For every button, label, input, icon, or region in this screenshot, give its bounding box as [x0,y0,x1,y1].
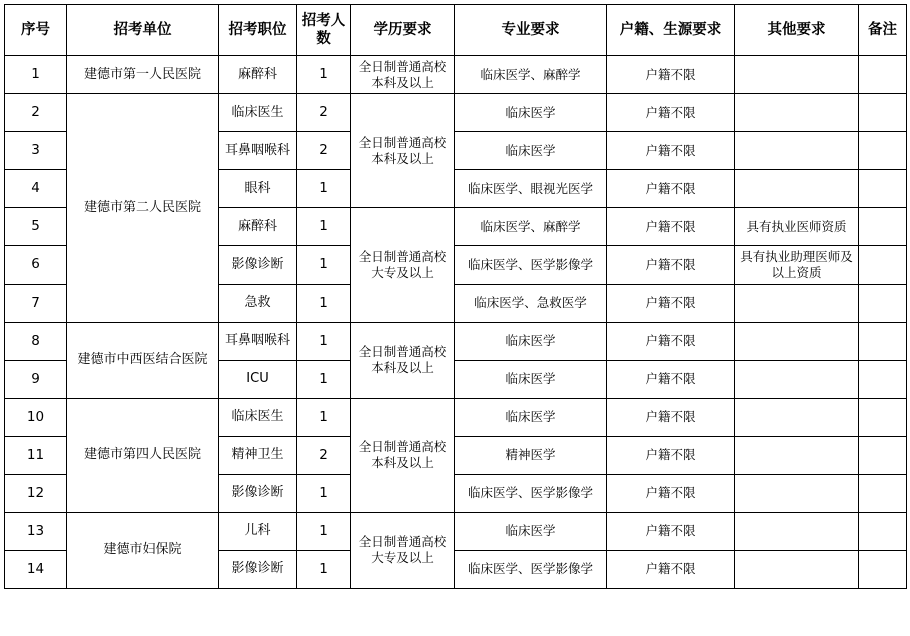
cell-num: 1 [297,208,351,246]
cell-other [735,550,859,588]
cell-note [859,436,907,474]
cell-post: 耳鼻咽喉科 [219,322,297,360]
table-row [5,512,907,550]
cell-num: 1 [297,398,351,436]
cell-major: 临床医学 [455,132,607,170]
cell-unit: 建德市妇保院 [67,512,219,588]
cell-household: 户籍不限 [607,132,735,170]
cell-index: 5 [5,208,67,246]
cell-note [859,132,907,170]
cell-education: 全日制普通高校大专及以上 [351,512,455,588]
cell-other [735,512,859,550]
cell-unit: 建德市中西医结合医院 [67,322,219,398]
cell-household: 户籍不限 [607,398,735,436]
table-body [5,56,907,589]
cell-household: 户籍不限 [607,322,735,360]
cell-num: 1 [297,284,351,322]
cell-index: 7 [5,284,67,322]
column-header-index: 序号 [5,5,67,56]
column-header-post: 招考职位 [219,5,297,56]
cell-index: 11 [5,436,67,474]
cell-num: 1 [297,246,351,284]
cell-note [859,208,907,246]
cell-post: 影像诊断 [219,474,297,512]
cell-other [735,170,859,208]
cell-household: 户籍不限 [607,284,735,322]
cell-major: 临床医学、医学影像学 [455,246,607,284]
cell-note [859,512,907,550]
cell-major: 临床医学 [455,322,607,360]
cell-index: 6 [5,246,67,284]
cell-num: 2 [297,436,351,474]
cell-household: 户籍不限 [607,474,735,512]
cell-major: 临床医学、麻醉学 [455,208,607,246]
cell-num: 1 [297,360,351,398]
cell-num: 2 [297,94,351,132]
cell-other [735,132,859,170]
cell-note [859,322,907,360]
cell-note [859,170,907,208]
cell-post: ICU [219,360,297,398]
cell-index: 12 [5,474,67,512]
cell-household: 户籍不限 [607,436,735,474]
column-header-unit: 招考单位 [67,5,219,56]
cell-household: 户籍不限 [607,170,735,208]
cell-num: 1 [297,474,351,512]
cell-education: 全日制普通高校本科及以上 [351,398,455,512]
cell-education: 全日制普通高校本科及以上 [351,322,455,398]
cell-note [859,550,907,588]
cell-household: 户籍不限 [607,56,735,94]
cell-index: 4 [5,170,67,208]
cell-index: 9 [5,360,67,398]
cell-post: 眼科 [219,170,297,208]
cell-note [859,360,907,398]
cell-index: 1 [5,56,67,94]
cell-post: 急救 [219,284,297,322]
cell-num: 1 [297,512,351,550]
cell-other [735,436,859,474]
cell-household: 户籍不限 [607,94,735,132]
cell-major: 临床医学、急救医学 [455,284,607,322]
cell-unit: 建德市第四人民医院 [67,398,219,512]
cell-major: 临床医学、医学影像学 [455,474,607,512]
cell-household: 户籍不限 [607,550,735,588]
cell-other [735,360,859,398]
column-header-household: 户籍、生源要求 [607,5,735,56]
cell-index: 3 [5,132,67,170]
cell-education: 全日制普通高校本科及以上 [351,94,455,208]
cell-unit: 建德市第二人民医院 [67,94,219,322]
cell-index: 13 [5,512,67,550]
cell-note [859,246,907,284]
cell-post: 耳鼻咽喉科 [219,132,297,170]
cell-post: 临床医生 [219,94,297,132]
column-header-other: 其他要求 [735,5,859,56]
table-row [5,94,907,132]
cell-major: 临床医学、医学影像学 [455,550,607,588]
column-header-note: 备注 [859,5,907,56]
cell-other [735,94,859,132]
cell-num: 1 [297,550,351,588]
cell-num: 2 [297,132,351,170]
cell-index: 14 [5,550,67,588]
cell-education: 全日制普通高校本科及以上 [351,56,455,94]
cell-post: 麻醉科 [219,56,297,94]
cell-major: 精神医学 [455,436,607,474]
cell-num: 1 [297,56,351,94]
column-header-major: 专业要求 [455,5,607,56]
table-header-row [5,5,907,56]
column-header-num: 招考人数 [297,5,351,56]
cell-post: 影像诊断 [219,550,297,588]
cell-education: 全日制普通高校大专及以上 [351,208,455,322]
cell-other: 具有执业医师资质 [735,208,859,246]
recruitment-table-document [0,4,910,636]
cell-household: 户籍不限 [607,246,735,284]
cell-major: 临床医学 [455,398,607,436]
cell-household: 户籍不限 [607,512,735,550]
cell-major: 临床医学、麻醉学 [455,56,607,94]
cell-household: 户籍不限 [607,208,735,246]
cell-note [859,284,907,322]
cell-household: 户籍不限 [607,360,735,398]
table-row [5,56,907,94]
cell-post: 精神卫生 [219,436,297,474]
cell-index: 10 [5,398,67,436]
cell-other [735,56,859,94]
cell-note [859,94,907,132]
cell-num: 1 [297,322,351,360]
table-row [5,398,907,436]
cell-post: 麻醉科 [219,208,297,246]
cell-post: 临床医生 [219,398,297,436]
recruitment-table [4,4,907,589]
cell-major: 临床医学 [455,360,607,398]
table-row [5,322,907,360]
cell-other [735,284,859,322]
cell-index: 2 [5,94,67,132]
cell-post: 影像诊断 [219,246,297,284]
table-header [5,5,907,56]
cell-other [735,322,859,360]
cell-post: 儿科 [219,512,297,550]
cell-note [859,474,907,512]
cell-major: 临床医学、眼视光医学 [455,170,607,208]
cell-major: 临床医学 [455,512,607,550]
cell-index: 8 [5,322,67,360]
cell-major: 临床医学 [455,94,607,132]
cell-other [735,398,859,436]
cell-other: 具有执业助理医师及以上资质 [735,246,859,284]
column-header-education: 学历要求 [351,5,455,56]
cell-other [735,474,859,512]
cell-note [859,56,907,94]
cell-unit: 建德市第一人民医院 [67,56,219,94]
cell-note [859,398,907,436]
cell-num: 1 [297,170,351,208]
